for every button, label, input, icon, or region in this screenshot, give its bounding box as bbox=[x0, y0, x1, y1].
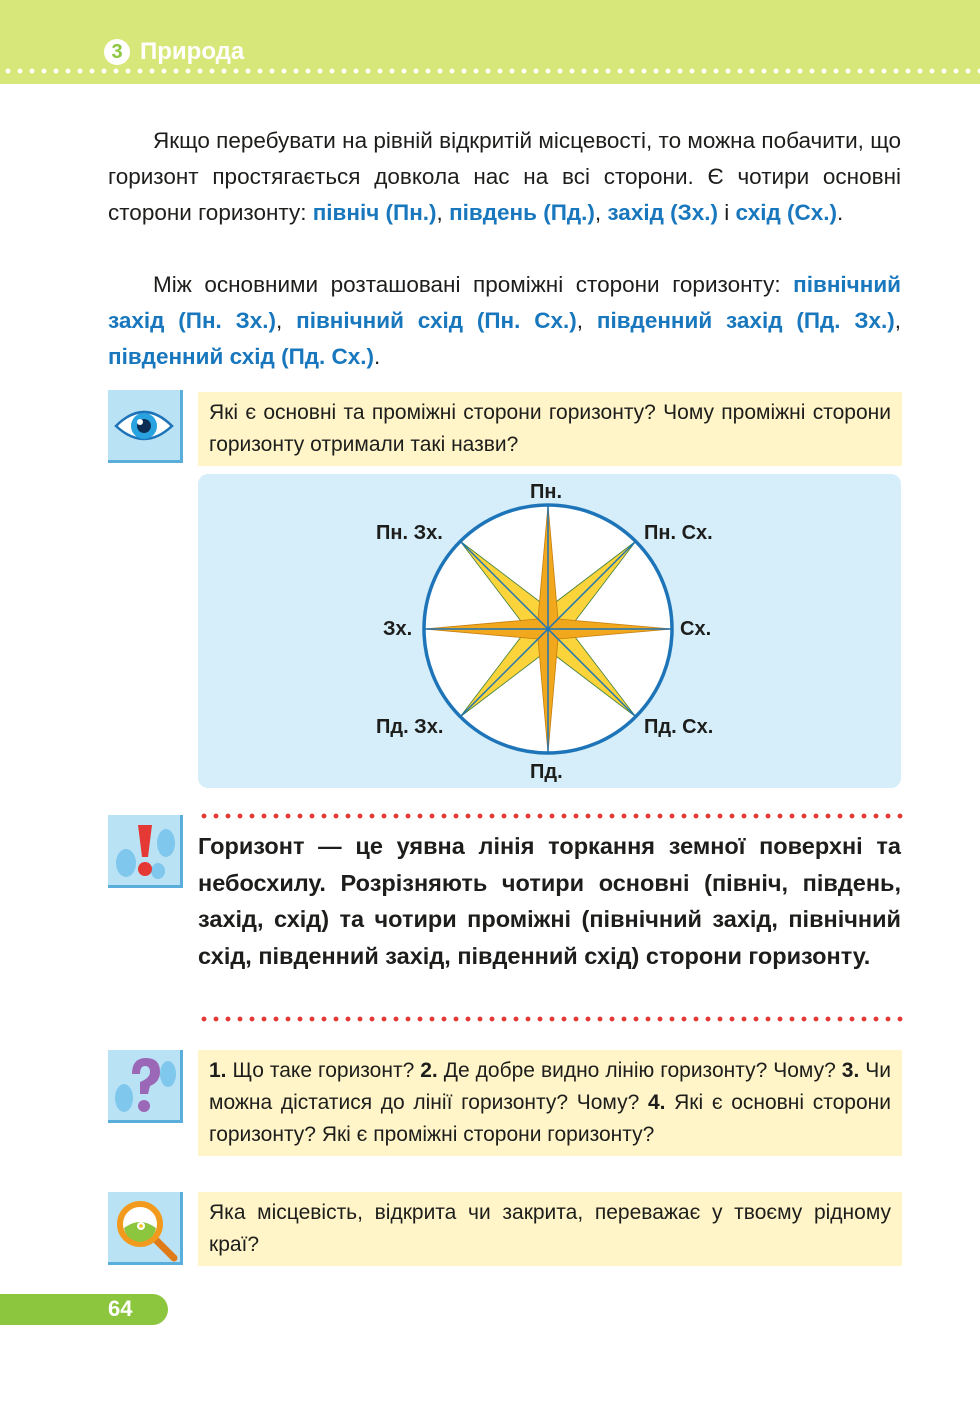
paragraph-main-directions: Якщо перебувати на рівній відкритій місцевості, то можна побачити, що горизонт простягається довкола нас на всі сторони. Є чотири основні сторони горизонту: північ (Пн.), південь (Пд.), захід (Зх.) і схід (Сх.). bbox=[108, 128, 901, 225]
term-north: північ (Пн.) bbox=[312, 200, 437, 225]
term-west: захід (Зх.) bbox=[607, 200, 718, 225]
explore-icon-box bbox=[108, 1192, 183, 1265]
label-west: Зх. bbox=[383, 618, 413, 640]
questions-block: 1. Що таке горизонт? 2. Де добре видно лінію горизонту? Чому? 3. Чи можна дістатися до лінії горизонту? Чому? 4. Які є основні сторони горизонту? Які є проміжні сторони горизонту? bbox=[198, 1050, 902, 1156]
direction-lines bbox=[424, 505, 672, 753]
label-north: Пн. bbox=[530, 481, 563, 503]
label-east: Сх. bbox=[680, 618, 712, 640]
term-southeast: південний схід (Пд. Сх.) bbox=[108, 344, 375, 369]
label-northeast: Пн. Сх. bbox=[644, 522, 713, 544]
compass-rose-panel bbox=[198, 474, 901, 788]
label-south: Пд. bbox=[530, 761, 563, 783]
term-northwest: північний захід (Пн. Зх.) bbox=[108, 272, 901, 333]
page-header bbox=[0, 0, 980, 84]
horizon-definition: Горизонт — це уявна лінія торкання земної поверхні та небосхилу. Розрізняють чотири основні (північ, південь, захід, схід) та чотири проміжні (північний захід, північний схід, південний захід, південний схід) сторони горизонту. bbox=[198, 833, 901, 969]
chapter-title: Природа bbox=[140, 38, 245, 65]
definition-top-divider bbox=[198, 813, 903, 819]
remember-icon-box bbox=[108, 815, 183, 888]
exclamation-icon bbox=[108, 815, 180, 885]
label-southwest: Пд. Зх. bbox=[376, 716, 444, 738]
magnifier-icon bbox=[108, 1192, 180, 1262]
paragraph-intermediate-directions: Між основними розташовані проміжні сторони горизонту: північний захід (Пн. Зх.), північний схід (Пн. Сх.), південний захід (Пд. Зх.), південний схід (Пд. Сх.). bbox=[108, 272, 901, 369]
chapter-heading bbox=[104, 38, 244, 66]
term-south: південь (Пд.) bbox=[449, 200, 595, 225]
observe-question: Які є основні та проміжні сторони горизонту? Чому проміжні сторони горизонту отримали такі назви? bbox=[198, 392, 902, 466]
term-northeast: північний схід (Пн. Сх.) bbox=[296, 308, 577, 333]
question-mark-icon bbox=[108, 1050, 180, 1120]
page-number: 64 bbox=[108, 1296, 133, 1321]
definition-bottom-divider bbox=[198, 1016, 903, 1022]
page-number-tab bbox=[0, 1294, 168, 1325]
chapter-number-badge: 3 bbox=[104, 39, 130, 65]
eye-icon bbox=[108, 390, 180, 460]
term-southwest: південний захід (Пд. Зх.) bbox=[596, 308, 895, 333]
observe-icon-box bbox=[108, 390, 183, 463]
explore-question: Яка місцевість, відкрита чи закрита, переважає у твоєму рідному краї? bbox=[198, 1192, 902, 1266]
header-dotted-line bbox=[0, 68, 980, 74]
term-east: схід (Сх.) bbox=[735, 200, 837, 225]
label-northwest: Пн. Зх. bbox=[376, 522, 443, 544]
questions-icon-box bbox=[108, 1050, 183, 1123]
compass-rose-diagram bbox=[198, 474, 901, 788]
label-southeast: Пд. Сх. bbox=[644, 716, 714, 738]
